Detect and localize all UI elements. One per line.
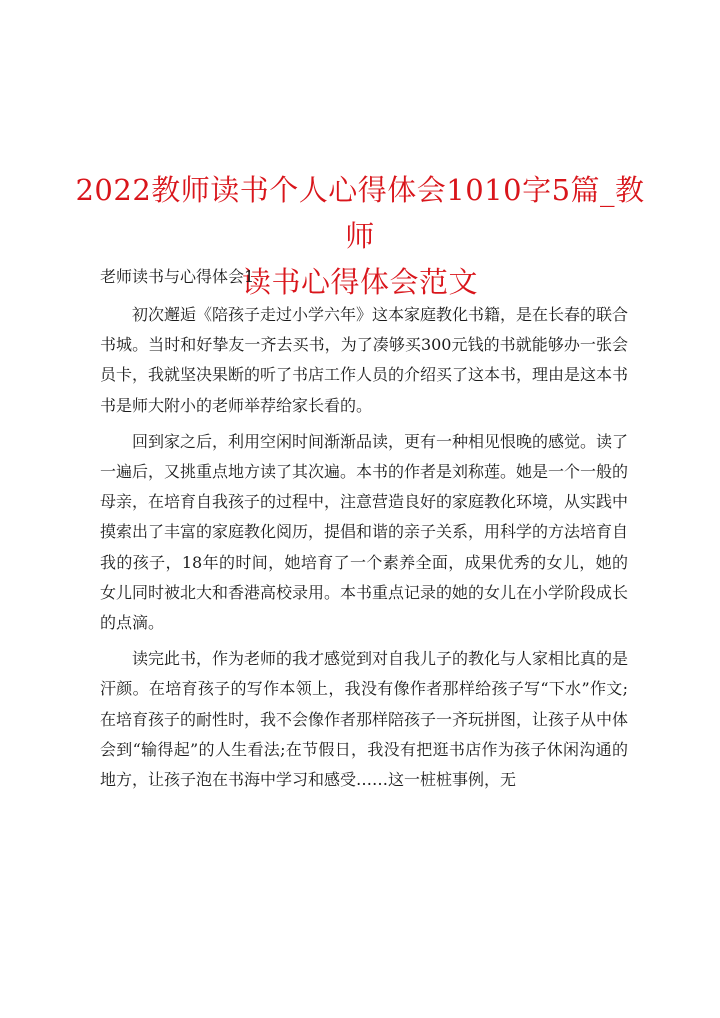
body-text (100, 300, 628, 801)
title-line-2: 读书心得体会范文 (241, 265, 478, 300)
paragraph-1: 初次邂逅《陪孩子走过小学六年》这本家庭教化书籍，是在长春的联合书城。当时和好挚友一齐去买书，为了凑够买300元钱的书就能够办一张会员卡，我就坚决果断的听了书店工作人员的介绍买了这本书，理由是这本书书是师大附小的老师举荐给家长看的。 (100, 305, 629, 415)
paragraph-3: 读完此书，作为老师的我才感觉到对自我儿子的教化与人家相比真的是汗颜。在培育孩子的写作本领上，我没有像作者那样给孩子写“下水”作文;在培育孩子的耐性时，我不会像作者那样陪孩子一齐玩拼图，让孩子从中体会到“输得起”的人生看法;在节假日，我没有把逛书店作为孩子休闲沟通的地方，让孩子泡在书海中学习和感受……这一桩桩事例，无 (100, 649, 629, 790)
section-subheading: 老师读书与心得体会1 (100, 267, 255, 286)
title-line-1: 2022教师读书个人心得体会1010字5篇_教师 (75, 173, 645, 254)
paragraph-2: 回到家之后，利用空闲时间渐渐品读，更有一种相见恨晚的感觉。读了一遍后，又挑重点地方读了其次遍。本书的作者是刘称莲。她是一个一般的母亲，在培育自我孩子的过程中，注意营造良好的家庭教化环境，从实践中摸索出了丰富的家庭教化阅历，提倡和谐的亲子关系，用科学的方法培育自我的孩子，18年的时间，她培育了一个素养全面，成果优秀的女儿，她的女儿同时被北大和香港高校录用。本书重点记录的她的女儿在小学阶段成长的点滴。 (100, 431, 629, 633)
